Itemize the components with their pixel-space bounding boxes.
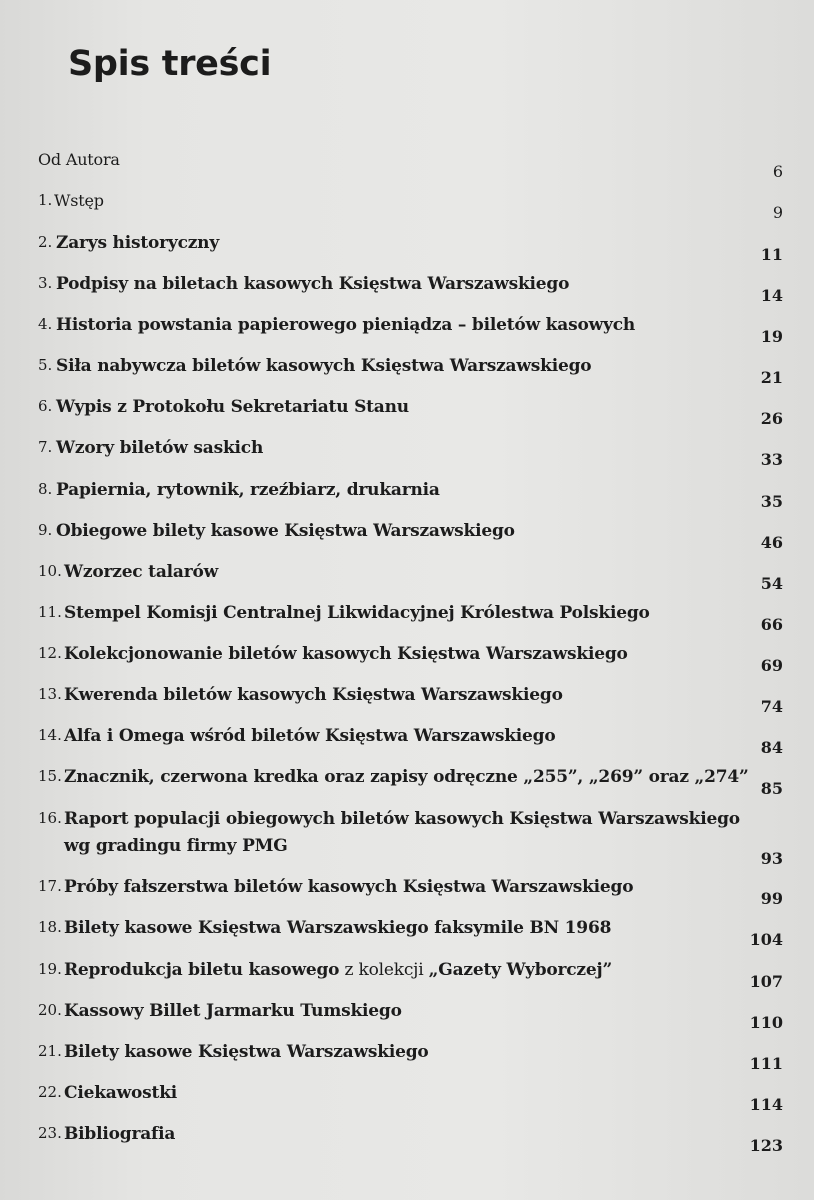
toc-entry-page: 14 (760, 286, 783, 305)
toc-entry-title: Wzorzec talarów (64, 562, 219, 582)
toc-entry-title: Bilety kasowe Księstwa Warszawskiego (64, 1042, 429, 1062)
toc-entry (38, 685, 783, 715)
toc-entry-number: 10. (38, 562, 62, 580)
toc-entry-page: 107 (749, 972, 783, 991)
toc-entry (38, 1001, 783, 1031)
toc-entry (38, 960, 783, 990)
toc-entry-title: Wypis z Protokołu Sekretariatu Stanu (56, 397, 409, 417)
toc-entry (38, 1124, 783, 1154)
toc-entry-title-part: „Gazety Wyborczej” (428, 960, 613, 980)
toc-entry-page: 123 (749, 1136, 783, 1155)
toc-entry (38, 1083, 783, 1113)
toc-entry-page: 46 (760, 533, 783, 552)
toc-entry-title: Próby fałszerstwa biletów kasowych Księstwa Warszawskiego (64, 877, 634, 897)
toc-entry-number: 23. (38, 1124, 62, 1142)
toc-entry (38, 877, 783, 907)
toc-entry-number: 16. (38, 809, 62, 827)
toc-entry-page: 69 (760, 656, 783, 675)
toc-entry (38, 233, 783, 263)
toc-entry-title: Historia powstania papierowego pieniądza – biletów kasowych (56, 315, 636, 335)
toc-entry (38, 644, 783, 674)
toc-entry (38, 767, 783, 797)
toc-entry-page: 66 (760, 615, 783, 634)
toc-entry-page: 9 (772, 203, 783, 222)
toc-entry-page: 54 (760, 574, 783, 593)
toc-entry-title: Od Autora (38, 150, 120, 169)
toc-entry-number: 20. (38, 1001, 62, 1019)
toc-entry-number: 15. (38, 767, 62, 785)
toc-entry-title: Wzory biletów saskich (56, 438, 264, 458)
toc-entry-page: 26 (760, 409, 783, 428)
toc-entry-number: 8. (38, 480, 53, 498)
toc-entry-page: 11 (760, 245, 783, 264)
toc-entry-number: 6. (38, 397, 53, 415)
toc-entry-title: Zarys historyczny (56, 233, 220, 253)
toc-entry (38, 726, 783, 756)
toc-entry (38, 397, 783, 427)
toc-entry (38, 1042, 783, 1072)
toc-entry (38, 562, 783, 592)
toc-entry-number: 19. (38, 960, 62, 978)
toc-entry-page: 93 (760, 849, 783, 868)
toc-entry-title-part: z kolekcji (339, 960, 429, 980)
toc-entry-title: Papiernia, rytownik, rzeźbiarz, drukarnia (56, 480, 440, 500)
toc-entry-title: Kwerenda biletów kasowych Księstwa Warszawskiego (64, 685, 563, 705)
toc-entry-title: Podpisy na biletach kasowych Księstwa Warszawskiego (56, 274, 570, 294)
toc-entry-title: Kassowy Billet Jarmarku Tumskiego (64, 1001, 402, 1021)
toc-entry-number: 5. (38, 356, 53, 374)
toc-entry-title: Kolekcjonowanie biletów kasowych Księstwa Warszawskiego (64, 644, 628, 664)
toc-entry-title: Alfa i Omega wśród biletów Księstwa Warszawskiego (64, 726, 556, 746)
toc-entry-page: 110 (749, 1013, 783, 1032)
toc-entry-number: 21. (38, 1042, 62, 1060)
toc-entry-number: 7. (38, 438, 53, 456)
toc-entry-number: 9. (38, 521, 53, 539)
toc-entry-number: 22. (38, 1083, 62, 1101)
toc-entry-page: 111 (749, 1054, 783, 1073)
toc-entry-title (64, 960, 612, 980)
toc-entry-number: 4. (38, 315, 53, 333)
toc-entry-title-part: Reprodukcja biletu kasowego (64, 960, 340, 980)
toc-entry (38, 315, 783, 345)
toc-entry-page: 35 (760, 492, 783, 511)
page-title: Spis treści (68, 44, 272, 84)
toc-entry-number: 14. (38, 726, 62, 744)
toc-entry (38, 274, 783, 304)
toc-entry-page: 6 (772, 162, 783, 181)
toc-entry-number: 17. (38, 877, 62, 895)
toc-entry (38, 918, 783, 948)
toc-entry-page: 33 (760, 450, 783, 469)
toc-entry (38, 480, 783, 510)
toc-entry-number: 3. (38, 274, 53, 292)
toc-entry-title: Stempel Komisji Centralnej Likwidacyjnej Królestwa Polskiego (64, 603, 650, 623)
toc-entry-title: Bibliografia (64, 1124, 176, 1144)
toc-entry-number: 1. (38, 191, 53, 209)
toc-entry-page: 114 (749, 1095, 783, 1114)
toc-entry-title: Siła nabywcza biletów kasowych Księstwa Warszawskiego (56, 356, 592, 376)
toc-entry (38, 521, 783, 551)
toc-entry-title: Raport populacji obiegowych biletów kasowych Księstwa Warszawskiego (64, 809, 740, 829)
toc-entry-page: 84 (760, 738, 783, 757)
toc-entry (38, 603, 783, 633)
toc-entry-page: 21 (760, 368, 783, 387)
toc-entry-number: 13. (38, 685, 62, 703)
toc-entry (38, 438, 783, 468)
toc-entry-number: 11. (38, 603, 62, 621)
toc-entry-page: 104 (749, 930, 783, 949)
toc-entry-title: Bilety kasowe Księstwa Warszawskiego faksymile BN 1968 (64, 918, 612, 938)
toc-entry-page: 99 (760, 889, 783, 908)
toc-entry-page: 85 (760, 779, 783, 798)
toc-entry (38, 356, 783, 386)
toc-entry-title: Wstęp (54, 191, 104, 210)
toc-entry-number: 2. (38, 233, 53, 251)
toc-entry (38, 191, 783, 221)
toc-entry-number: 18. (38, 918, 62, 936)
toc-entry-title: Ciekawostki (64, 1083, 178, 1103)
toc-entry-title: Obiegowe bilety kasowe Księstwa Warszawskiego (56, 521, 515, 541)
toc-entry-page: 19 (760, 327, 783, 346)
toc-entry (38, 150, 783, 180)
toc-entry (38, 809, 783, 869)
toc-entry-title-continued: wg gradingu firmy PMG (64, 836, 288, 856)
toc-entry-number: 12. (38, 644, 62, 662)
toc-entry-title: Znacznik, czerwona kredka oraz zapisy odręczne „255”, „269” oraz „274” (64, 767, 749, 787)
toc-entry-page: 74 (760, 697, 783, 716)
